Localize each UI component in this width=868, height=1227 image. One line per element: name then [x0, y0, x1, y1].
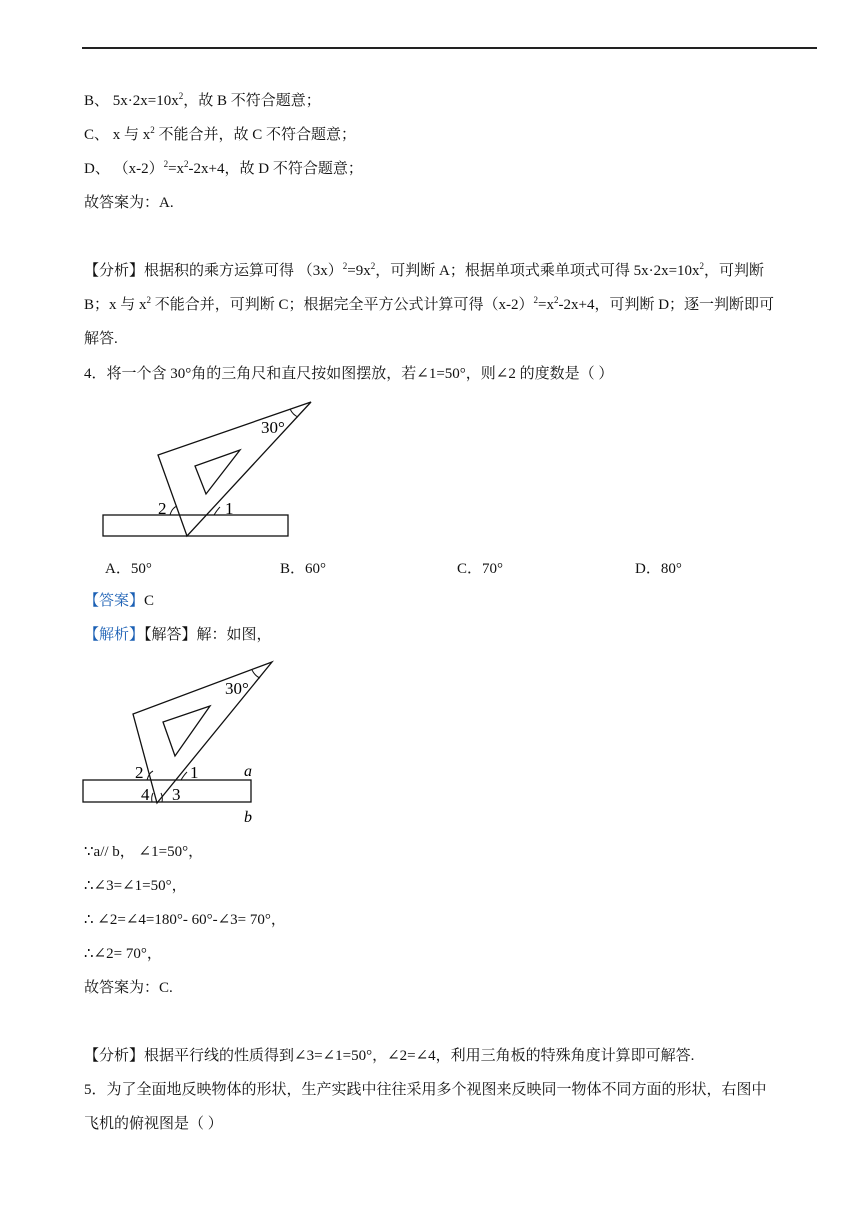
angle-2-arc [170, 506, 177, 515]
q4-option-a: A．50° [105, 561, 152, 577]
label-4: 4 [141, 785, 150, 804]
label-1: 1 [225, 499, 234, 518]
label-2: 2 [158, 499, 167, 518]
q4-figure-2 [78, 655, 278, 830]
q4-analysis: 【分析】根据平行线的性质得到∠3=∠1=50°，∠2=∠4，利用三角板的特殊角度计算即可解答. [84, 1048, 695, 1064]
q3-line-d: D、 $(x-2)^2=x^2-2x+4$，故 D 不符合题意； [84, 159, 363, 177]
line-b-label: b [244, 809, 252, 826]
q4-option-d: D．80° [635, 561, 682, 577]
q3-line-c: C、 x 与 $x^2$ 不能合并，故 C 不符合题意； [84, 125, 357, 143]
header-rule [82, 47, 817, 49]
q4-solution-lead: 【解析】【解答】解：如图， [84, 627, 272, 643]
q4-final: 故答案为：C. [84, 980, 173, 996]
ruler [103, 515, 288, 536]
q4-step-3: ∴ ∠2=∠4=180°- 60°-∠3= 70°， [84, 912, 286, 928]
q4-option-c: C．70° [457, 561, 504, 577]
label-1: 1 [190, 763, 199, 782]
q4-option-b: B．60° [280, 561, 327, 577]
q4-step-4: ∴∠2= 70°， [84, 946, 162, 962]
label-3: 3 [172, 785, 181, 804]
q4-stem: 4．将一个含 30°角的三角尺和直尺按如图摆放，若∠1=50°，则∠2 的度数是（ ） [84, 366, 614, 382]
q4-answer: 【答案】C [84, 593, 155, 609]
triangle-inner [163, 706, 210, 756]
triangle-inner [195, 450, 240, 494]
q3-line-b: B、 $5x\cdot 2x=10x^2$，故 B 不符合题意； [84, 91, 321, 109]
label-30: 30° [225, 679, 249, 698]
q3-analysis-line3: 解答. [84, 331, 118, 347]
line-a-label: a [244, 763, 252, 780]
q5-line-2: 飞机的俯视图是（ ） [84, 1116, 223, 1132]
angle-30-arc [290, 409, 298, 417]
label-30: 30° [261, 418, 285, 437]
q4-step-1: ∵a// b， ∠1=50°， [84, 844, 204, 860]
q3-analysis-line1: 【分析】根据积的乘方运算可得 $(3x)^2=9x^2$，可判断 A；根据单项式乘单项式可得 $5x\cdot 2x=10x^2$，可判断 [84, 261, 765, 279]
q4-figure-1 [95, 395, 325, 545]
label-2: 2 [135, 763, 144, 782]
q4-step-2: ∴∠3=∠1=50°， [84, 878, 187, 894]
angle-4-arc [152, 793, 153, 802]
angle-1-arc [214, 507, 220, 515]
q3-analysis-line2: B；x 与 $x^2$ 不能合并，可判断 C；根据完全平方公式计算可得$(x-2)^2=x^2-2x+4$，可判断 D；逐一判断即可 [84, 295, 775, 313]
angle-30-arc [252, 670, 260, 678]
q3-answer: 故答案为：A. [84, 195, 174, 211]
q5-line-1: 5．为了全面地反映物体的形状，生产实践中往往采用多个视图来反映同一物体不同方面的形状，右图中 [84, 1082, 767, 1098]
